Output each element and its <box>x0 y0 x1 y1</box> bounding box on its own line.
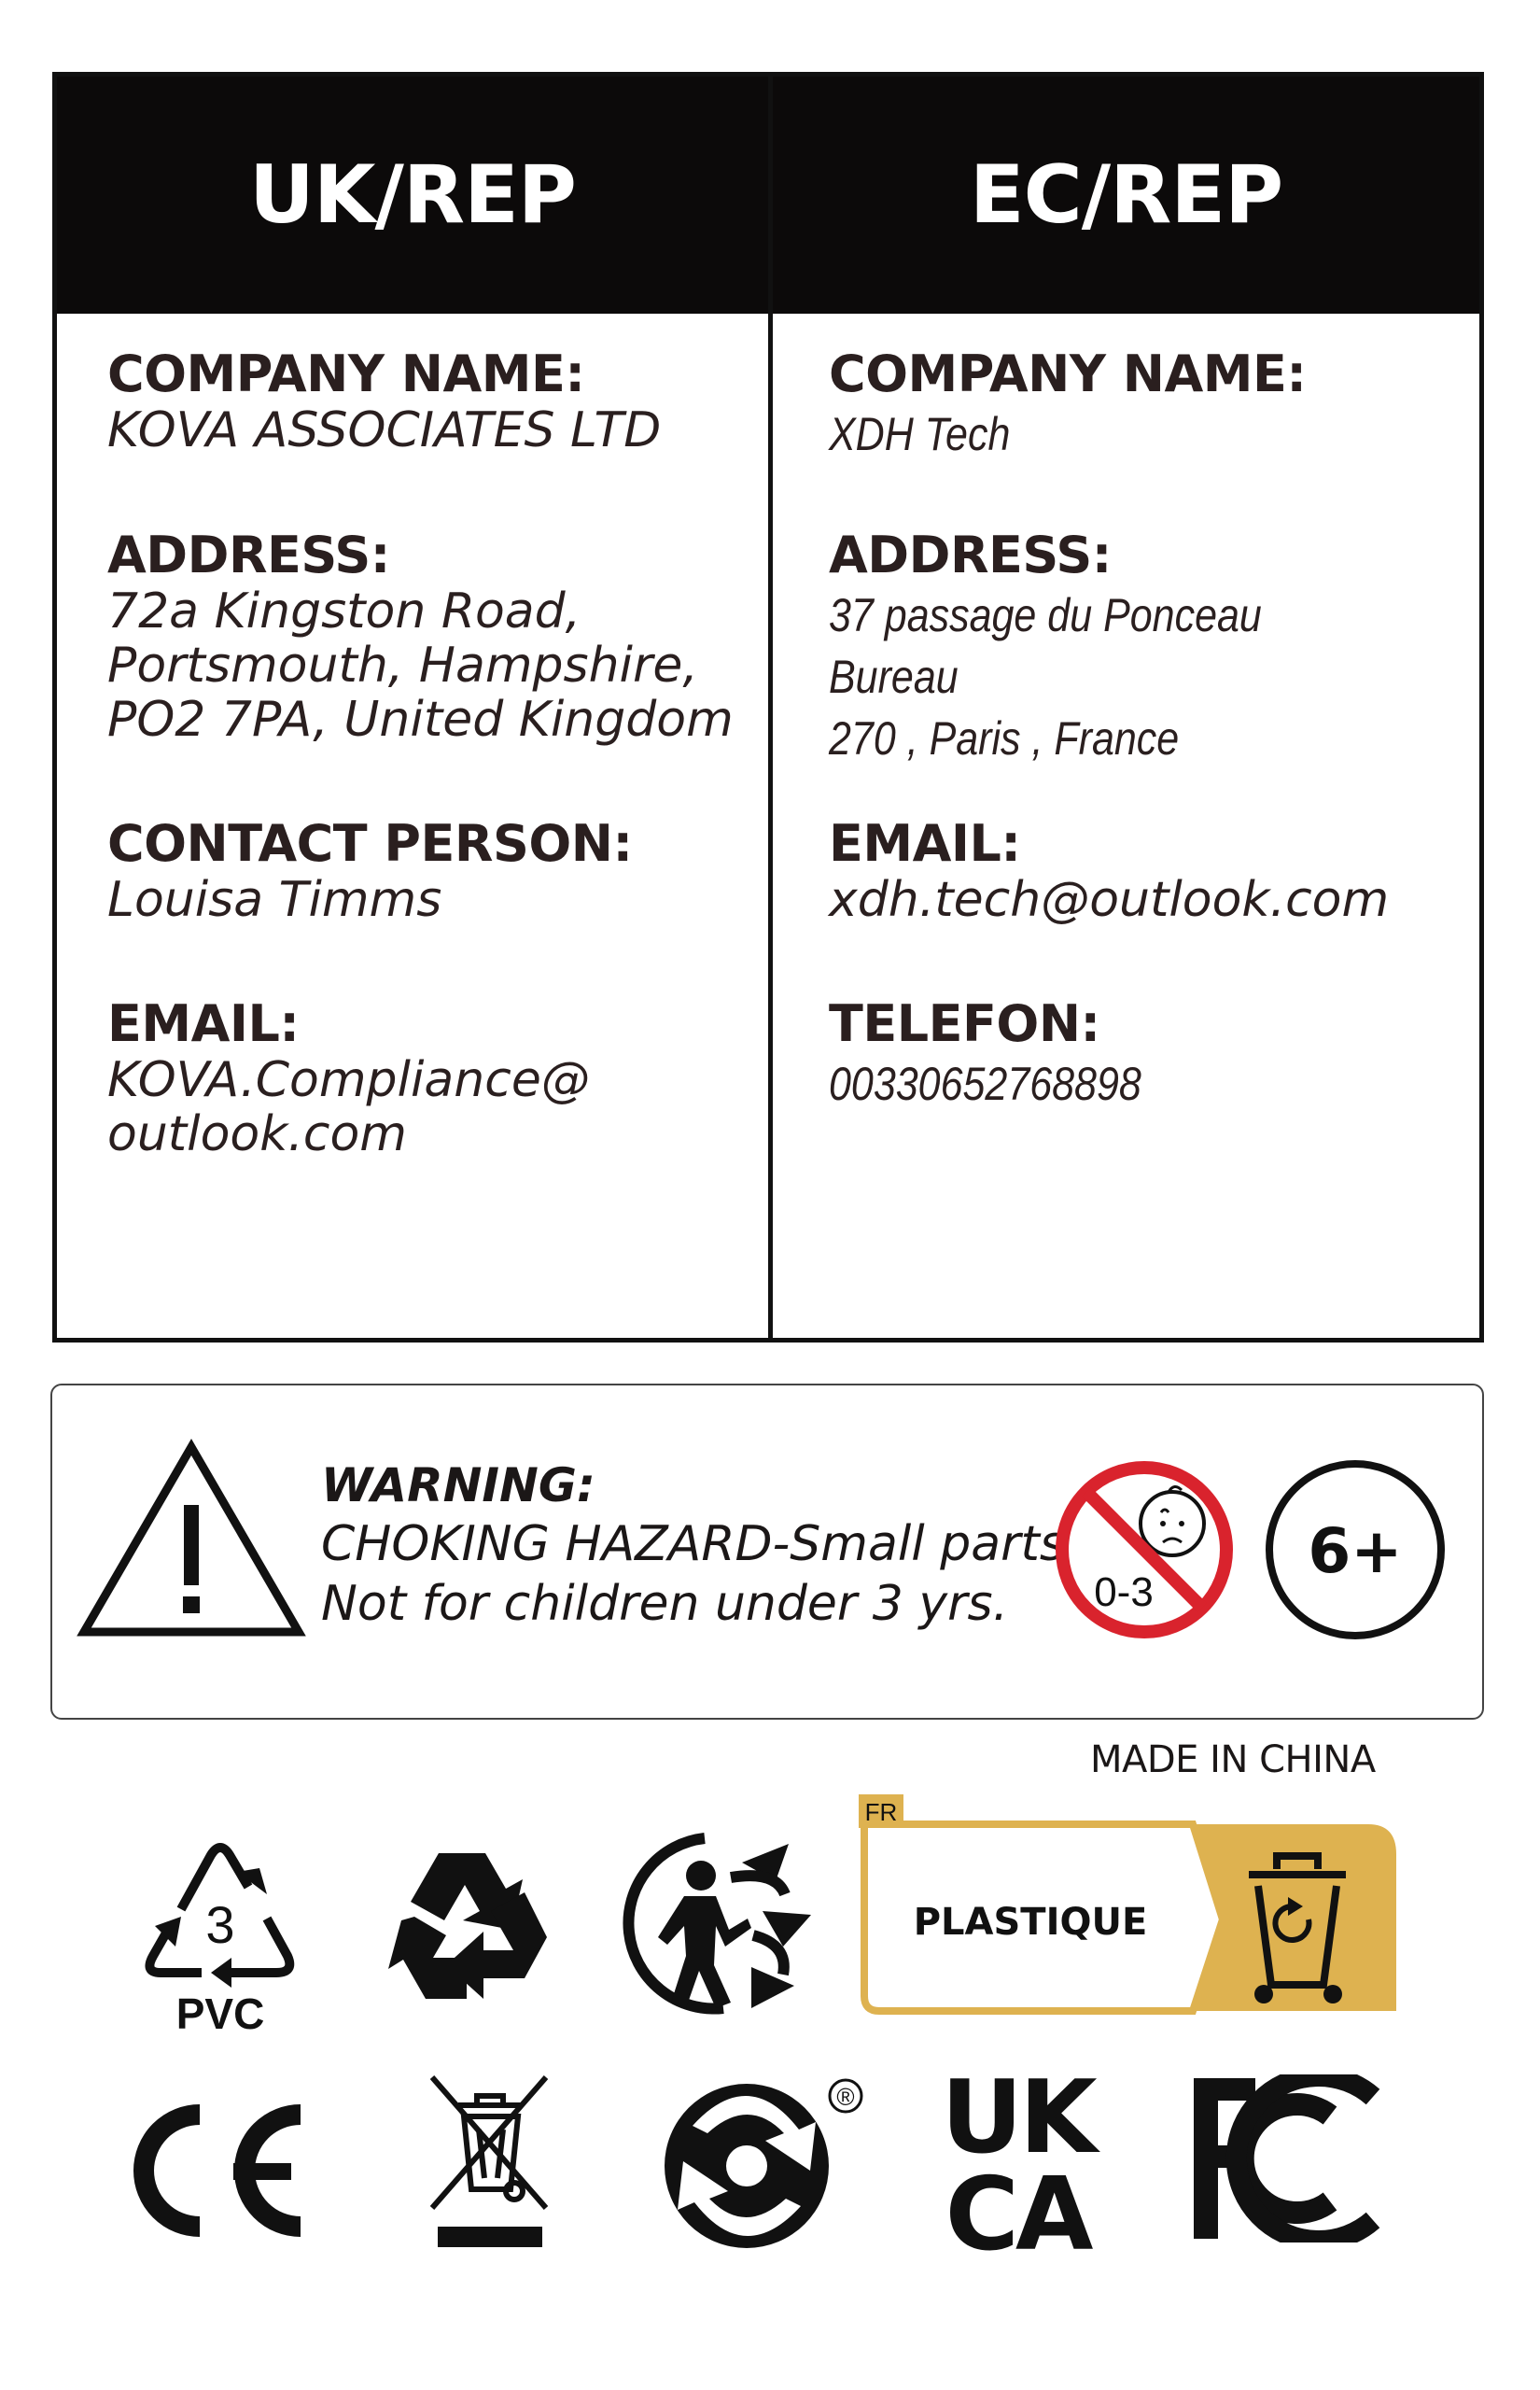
warning-line-1: CHOKING HAZARD-Small parts <box>321 1516 1065 1572</box>
uk-rep-header: UK/REP <box>57 77 768 314</box>
ec-address-value: 37 passage du Ponceau Bureau 270 , Paris , France <box>829 589 1262 765</box>
mobius-recycle-icon <box>383 1835 555 2007</box>
uk-contact-block <box>107 815 633 927</box>
uk-company-block <box>107 345 661 457</box>
ec-email-label: EMAIL: <box>829 814 1021 873</box>
ec-phone-label: TELEFON: <box>829 994 1100 1053</box>
warning-text <box>321 1458 1065 1632</box>
uk-address-block <box>107 527 734 747</box>
uk-email-block <box>107 995 590 1161</box>
fcc-mark-icon <box>1190 2074 1400 2242</box>
triman-country: FR <box>864 1798 898 1826</box>
ec-company-block <box>829 345 1306 465</box>
ec-rep-column <box>768 77 1479 1338</box>
made-in-label: MADE IN CHINA <box>1090 1738 1376 1781</box>
ec-address-block <box>829 527 1479 769</box>
no-under-3-label: 0-3 <box>1094 1569 1154 1615</box>
registered-mark: ® <box>836 2083 855 2111</box>
warning-box <box>50 1384 1484 1720</box>
uk-email-label: EMAIL: <box>107 994 300 1053</box>
ec-rep-header: EC/REP <box>773 77 1479 314</box>
ec-email-block <box>829 815 1389 927</box>
rep-table <box>52 72 1484 1343</box>
warning-triangle-icon <box>75 1438 308 1643</box>
triman-label: PLASTIQUE <box>913 1901 1148 1944</box>
age-6-plus-icon <box>1262 1456 1449 1643</box>
uk-company-value: KOVA ASSOCIATES LTD <box>107 402 662 458</box>
warning-line-2: Not for children under 3 yrs. <box>321 1576 1009 1632</box>
ce-mark-icon <box>123 2096 310 2245</box>
tidyman-icon <box>611 1825 817 2021</box>
no-under-3-icon <box>1051 1456 1238 1643</box>
uk-company-label: COMPANY NAME: <box>107 344 585 403</box>
uk-email-value: KOVA.Compliance@ outlook.com <box>107 1052 590 1162</box>
ec-phone-value: 00330652768898 <box>829 1058 1141 1110</box>
green-dot-icon <box>651 2068 871 2250</box>
ukca-line-1: UK <box>941 2068 1094 2176</box>
uk-contact-label: CONTACT PERSON: <box>107 814 633 873</box>
uk-address-value: 72a Kingston Road, Portsmouth, Hampshire, PO2 7PA, United Kingdom <box>107 583 734 748</box>
age-6-plus-label: 6+ <box>1308 1515 1403 1587</box>
weee-bin-icon <box>425 2068 555 2255</box>
ec-company-value: XDH Tech <box>829 408 1011 460</box>
ec-email-value: xdh.tech@outlook.com <box>829 872 1390 928</box>
triman-plastique-icon <box>857 1789 1398 2017</box>
recycle-code: 3 <box>205 1895 235 1954</box>
ec-address-label: ADDRESS: <box>829 526 1112 584</box>
ukca-mark-icon <box>924 2068 1111 2255</box>
uk-address-label: ADDRESS: <box>107 526 390 584</box>
recycle-3-pvc-icon <box>127 1816 314 2040</box>
warning-title: WARNING: <box>321 1458 595 1512</box>
uk-rep-column <box>57 77 768 1338</box>
uk-contact-value: Louisa Timms <box>107 872 442 928</box>
ec-phone-block <box>829 995 1192 1115</box>
recycle-material: PVC <box>175 1989 265 2038</box>
ec-company-label: COMPANY NAME: <box>829 344 1307 403</box>
ukca-line-2: CA <box>945 2157 1090 2255</box>
